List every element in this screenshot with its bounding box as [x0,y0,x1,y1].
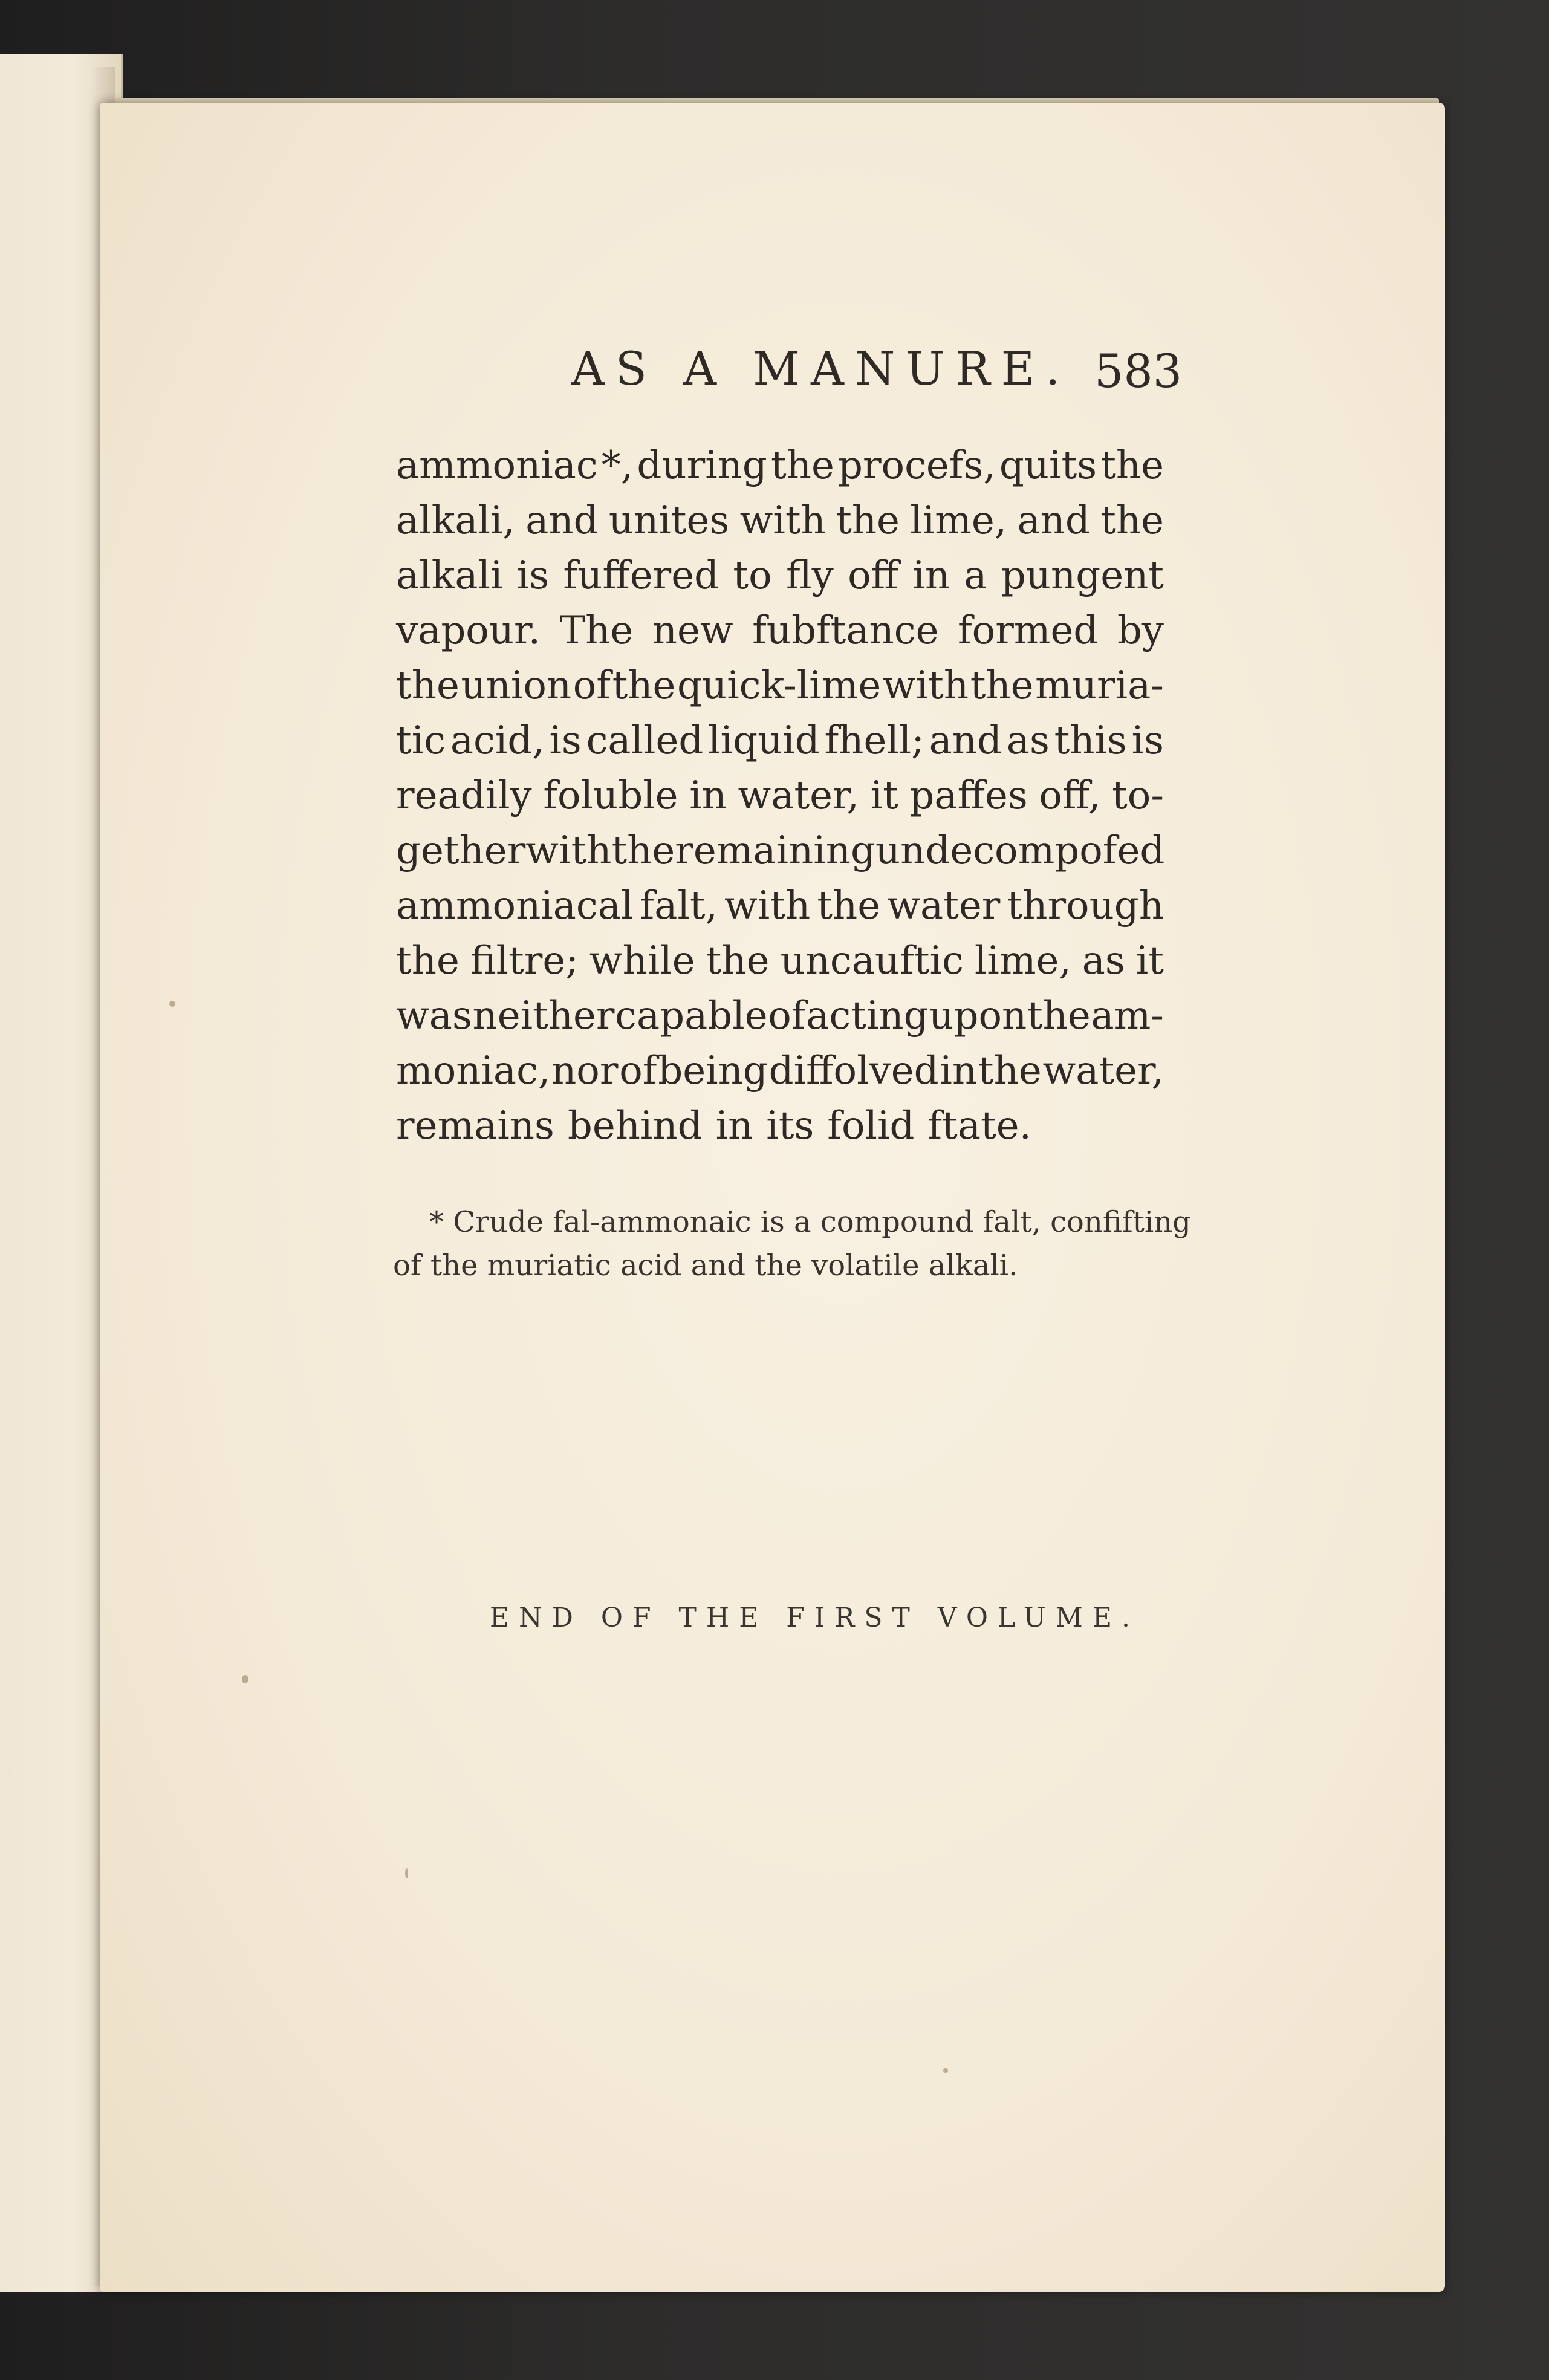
word: the [817,883,881,928]
text-line [396,603,1164,658]
text-line [396,934,1164,989]
word: folid [827,1104,915,1148]
text-line [396,658,1164,714]
word: fubftance [752,608,939,653]
word: acting [806,993,929,1038]
word: quick-lime [677,663,882,708]
word: the [396,663,460,708]
word: foluble [543,773,678,818]
word: of [573,663,611,708]
word: its [766,1104,814,1148]
word: while [589,938,695,983]
page-header [571,342,1188,414]
word: fly [785,553,834,598]
word: the [611,828,675,873]
word: liquid [708,718,820,763]
book-page [100,103,1445,2292]
word: paffes [909,773,1028,818]
word: ftate. [927,1104,1031,1148]
word: the [1100,498,1164,543]
text-line [396,1044,1164,1099]
word: as [1082,938,1125,983]
word: capable [615,993,768,1038]
word: lime, [974,938,1071,983]
word: undecompofed [875,828,1165,873]
word: the [836,498,900,543]
paper-speck [242,1675,248,1683]
word: remaining [675,828,875,873]
word: alkali [396,553,503,598]
word: it [1135,938,1164,983]
word: falt, [640,883,718,928]
word: acid, [450,718,545,763]
word: and [929,718,1002,763]
word: upon [929,993,1027,1038]
word: gether [396,828,526,873]
footnote-line: of the muriatic acid and the volatile alkali. [393,1249,1018,1283]
end-of-volume-text: END OF THE FIRST VOLUME. [490,1602,1140,1633]
word: water [887,883,1001,928]
word: it [870,773,898,818]
word: is [549,718,582,763]
word: procefs, [837,443,996,488]
text-line [396,824,1164,879]
word: union [461,663,572,708]
word: of [619,1049,657,1093]
word: in [940,1049,978,1093]
word: of [768,993,806,1038]
word: formed [957,608,1099,653]
paper-speck [405,1868,408,1878]
text-line [396,989,1164,1044]
word: am- [1091,993,1164,1038]
text-line [396,714,1164,769]
word: pungent [1001,553,1164,598]
word: called [586,718,704,763]
paper-speck [169,1001,175,1007]
word: ammoniacal [396,883,634,928]
word: nor [551,1049,619,1093]
word: a [964,553,987,598]
word: the [1027,993,1091,1038]
word: to [733,553,772,598]
word: in [912,553,950,598]
text-line [396,493,1164,548]
word: water, [738,773,859,818]
word: as [1006,718,1050,763]
word: filtre; [470,938,579,983]
text-line [396,769,1164,824]
word: through [1007,883,1164,928]
word: and [1017,498,1090,543]
word: being [658,1049,768,1093]
word: with [882,663,969,708]
word: the [771,443,834,488]
word: lime, [910,498,1007,543]
footnote [393,1200,1191,1287]
word: uncauftic [780,938,964,983]
word: is [1131,718,1164,763]
text-line [396,879,1164,934]
word: with [525,828,612,873]
word: off, [1039,773,1101,818]
word: with [739,498,826,543]
text-line [396,438,1164,493]
word: with [724,883,811,928]
word: quits [999,443,1097,488]
word: in [715,1104,753,1148]
word: the [612,663,676,708]
word: is [516,553,550,598]
word: diffolved [768,1049,939,1093]
text-line [396,548,1164,603]
word: to- [1112,773,1164,818]
word: *, [601,443,634,488]
running-head: AS A MANURE. [571,342,1071,395]
word: The [559,608,634,653]
word: in [689,773,727,818]
word: vapour. [396,608,541,653]
word: this [1054,718,1127,763]
word: fuffered [563,553,719,598]
body-text [396,438,1164,1154]
word: moniac, [396,1049,551,1093]
word: neither [472,993,615,1038]
word: was [396,993,472,1038]
word: muria- [1035,663,1164,708]
word: the [706,938,770,983]
word: the [396,938,460,983]
word: readily [396,773,532,818]
word: behind [567,1104,703,1148]
footnote-line: * Crude fal-ammonaic is a compound falt, confifting [429,1205,1191,1239]
word: ammoniac [396,443,598,488]
word: fhell; [824,718,924,763]
text-line [396,1099,1164,1154]
word: and [525,498,599,543]
word: water, [1042,1049,1164,1093]
word: the [978,1049,1042,1093]
word: alkali, [396,498,515,543]
word: new [652,608,733,653]
word: off [848,553,899,598]
page-number: 583 [1094,344,1183,398]
word: by [1117,608,1164,653]
word: tic [396,718,446,763]
word: during [637,443,767,488]
word: the [1100,443,1164,488]
word: remains [396,1104,554,1148]
word: the [970,663,1034,708]
word: unites [608,498,730,543]
paper-speck [943,2068,948,2073]
